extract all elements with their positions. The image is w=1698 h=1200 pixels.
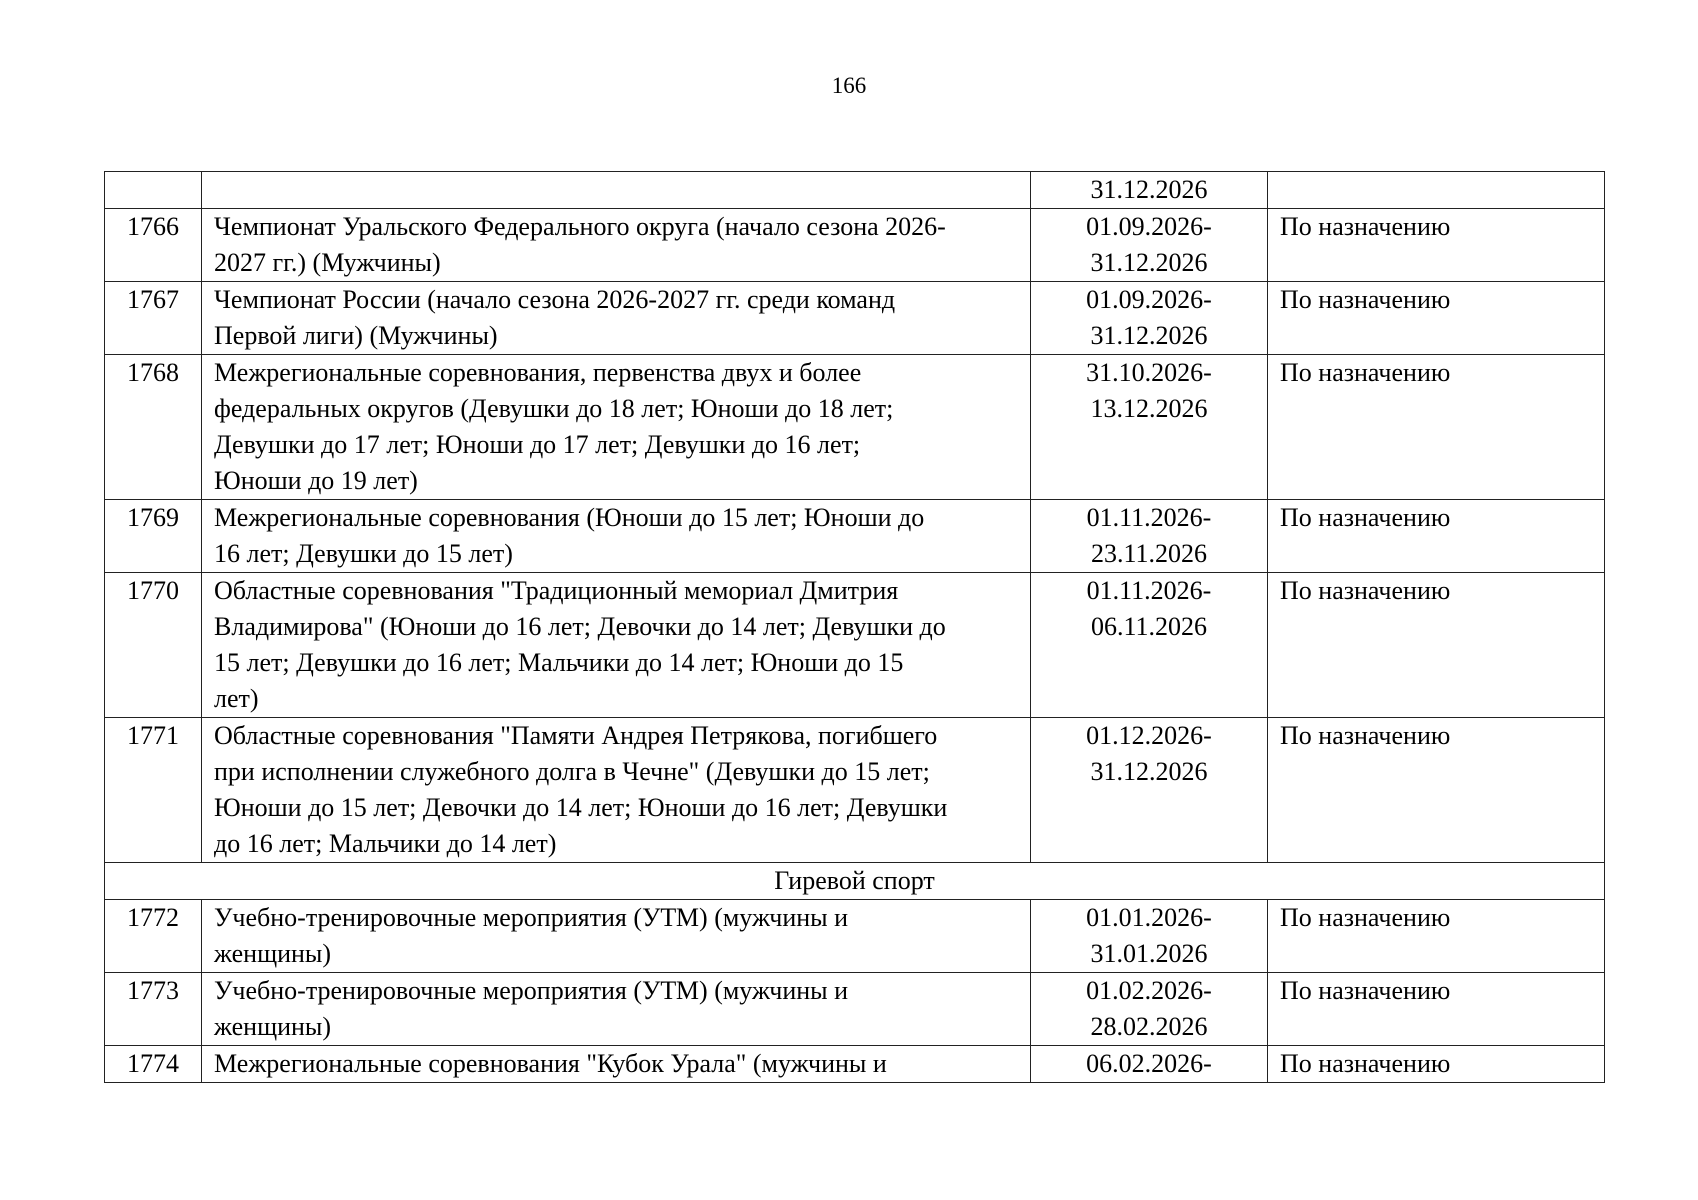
event-name-line: Юноши до 19 лет) [214, 466, 418, 495]
event-place: По назначению [1268, 973, 1605, 1046]
event-name [202, 355, 1031, 500]
event-name-line: Юноши до 15 лет; Девочки до 14 лет; Юноши до 16 лет; Девушки [214, 793, 948, 822]
event-place: По назначению [1268, 355, 1605, 500]
table-row [105, 973, 1605, 1046]
event-name-line: федеральных округов (Девушки до 18 лет; Юноши до 18 лет; [214, 394, 894, 423]
event-place: По назначению [1268, 209, 1605, 282]
events-table [104, 171, 1605, 1083]
table-row [105, 1046, 1605, 1083]
row-number: 1766 [105, 209, 202, 282]
event-name [202, 573, 1031, 718]
event-name-line: женщины) [214, 939, 332, 968]
event-place: По назначению [1268, 1046, 1605, 1083]
event-name [202, 718, 1031, 863]
event-name-line: при исполнении служебного долга в Чечне" (Девушки до 15 лет; [214, 757, 930, 786]
section-title: Гиревой спорт [105, 863, 1605, 900]
date-line: 31.12.2026 [1090, 321, 1208, 350]
table-row [105, 282, 1605, 355]
date-line: 01.01.2026- [1086, 903, 1212, 932]
event-name-line: 15 лет; Девушки до 16 лет; Мальчики до 14 лет; Юноши до 15 [214, 648, 904, 677]
date-line: 01.11.2026- [1086, 503, 1212, 532]
date-line: 28.02.2026 [1090, 1012, 1208, 1041]
date-line: 06.02.2026- [1086, 1049, 1212, 1078]
date-line: 31.01.2026 [1090, 939, 1208, 968]
event-name-line: Областные соревнования "Памяти Андрея Петрякова, погибшего [214, 721, 938, 750]
event-place: По назначению [1268, 900, 1605, 973]
event-name [202, 209, 1031, 282]
date-line: 31.12.2026 [1090, 757, 1208, 786]
event-name [202, 900, 1031, 973]
date-line: 31.12.2026 [1090, 175, 1208, 204]
event-name [202, 973, 1031, 1046]
event-name-line: Чемпионат России (начало сезона 2026-2027 гг. среди команд [214, 285, 896, 314]
row-number: 1773 [105, 973, 202, 1046]
event-name-line: Владимирова" (Юноши до 16 лет; Девочки до 14 лет; Девушки до [214, 612, 946, 641]
event-name-line: Межрегиональные соревнования "Кубок Урала" (мужчины и [214, 1049, 887, 1078]
row-number: 1767 [105, 282, 202, 355]
event-name-line: Учебно-тренировочные мероприятия (УТМ) (мужчины и [214, 976, 849, 1005]
event-name [202, 282, 1031, 355]
event-name-line: Областные соревнования "Традиционный мемориал Дмитрия [214, 576, 899, 605]
event-place: По назначению [1268, 718, 1605, 863]
section-header-row [105, 863, 1605, 900]
event-dates [1031, 500, 1268, 573]
table-row [105, 209, 1605, 282]
row-number: 1768 [105, 355, 202, 500]
page-number: 166 [831, 73, 867, 98]
row-number: 1771 [105, 718, 202, 863]
continuation-row [105, 172, 1605, 209]
event-name [202, 1046, 1031, 1083]
date-line: 01.09.2026- [1086, 212, 1212, 241]
date-line: 23.11.2026 [1090, 539, 1208, 568]
event-dates [1031, 573, 1268, 718]
event-place: По назначению [1268, 282, 1605, 355]
event-dates [1031, 355, 1268, 500]
event-name-line: 2027 гг.) (Мужчины) [214, 248, 441, 277]
row-number: 1774 [105, 1046, 202, 1083]
table-row [105, 355, 1605, 500]
table-row [105, 718, 1605, 863]
table-row [105, 573, 1605, 718]
date-line: 31.12.2026 [1090, 248, 1208, 277]
table-row [105, 500, 1605, 573]
event-name [202, 172, 1031, 209]
event-name-line: Девушки до 17 лет; Юноши до 17 лет; Девушки до 16 лет; [214, 430, 861, 459]
date-line: 01.09.2026- [1086, 285, 1212, 314]
event-name-line: женщины) [214, 1012, 332, 1041]
event-dates [1031, 282, 1268, 355]
event-dates [1031, 209, 1268, 282]
event-name-line: лет) [214, 684, 259, 713]
date-line: 31.10.2026- [1086, 358, 1212, 387]
date-line: 06.11.2026 [1090, 612, 1208, 641]
event-dates [1031, 172, 1268, 209]
event-name-line: Чемпионат Уральского Федерального округа (начало сезона 2026- [214, 212, 946, 241]
event-name [202, 500, 1031, 573]
event-dates [1031, 900, 1268, 973]
row-number: 1772 [105, 900, 202, 973]
table-row [105, 900, 1605, 973]
event-dates [1031, 1046, 1268, 1083]
date-line: 13.12.2026 [1090, 394, 1208, 423]
event-place: По назначению [1268, 573, 1605, 718]
event-dates [1031, 973, 1268, 1046]
event-place [1268, 172, 1605, 209]
row-number: 1769 [105, 500, 202, 573]
date-line: 01.02.2026- [1086, 976, 1212, 1005]
row-number [105, 172, 202, 209]
event-name-line: Межрегиональные соревнования (Юноши до 15 лет; Юноши до [214, 503, 925, 532]
event-name-line: Учебно-тренировочные мероприятия (УТМ) (мужчины и [214, 903, 849, 932]
event-name-line: до 16 лет; Мальчики до 14 лет) [214, 829, 557, 858]
event-name-line: 16 лет; Девушки до 15 лет) [214, 539, 513, 568]
event-name-line: Межрегиональные соревнования, первенства двух и более [214, 358, 862, 387]
event-name-line: Первой лиги) (Мужчины) [214, 321, 498, 350]
event-place: По назначению [1268, 500, 1605, 573]
date-line: 01.11.2026- [1086, 576, 1212, 605]
date-line: 01.12.2026- [1086, 721, 1212, 750]
row-number: 1770 [105, 573, 202, 718]
event-dates [1031, 718, 1268, 863]
